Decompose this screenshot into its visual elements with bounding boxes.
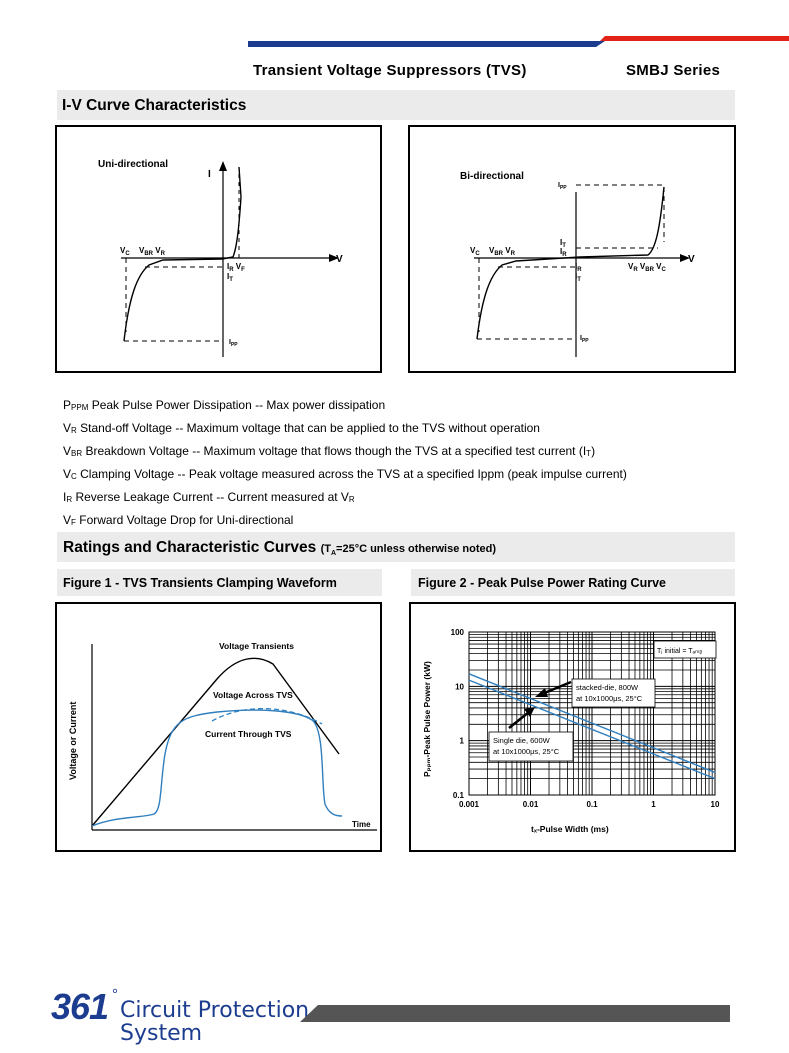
def-vr: $V_R$ Stand-off Voltage -- Maximum voltage that can be applied to the TVS without operation [63,421,540,435]
svg-text:VBR VR: $V_{BR}$ $V_R$ [489,246,515,257]
fig1-label-current: Current Through TVS [205,729,292,739]
def-pppm: $P_{PPM}$ Peak Pulse Power Dissipation -- Max power dissipation [63,398,386,412]
bi-iv-box [408,125,736,373]
series-name: SMBJ Series [626,62,721,79]
fig1-label-transients: Voltage Transients [219,641,294,651]
uni-iv-diagram [57,127,380,371]
svg-text:IR: $I_R$ [575,262,582,273]
svg-text:IT: $I_T$ [227,272,233,283]
bi-axis-v: V [688,254,695,265]
header-stripe [0,0,789,60]
ratings-section-title: Ratings and Characteristic Curves ($T_A=25^\circ C$ unless otherwise noted) [63,539,496,558]
fig2-annot-single-2: at 10x1000μs, 25°C [493,747,560,756]
fig1-box [55,602,382,852]
svg-text:IR VF: $I_R$ $V_F$ [227,262,245,273]
def-vc: $V_C$ Clamping Voltage -- Peak voltage measured across the TVS at a specified Ippm (peak impulse current) [63,467,627,481]
def-vf: $V_F$ Forward Voltage Drop for Uni-directional [63,513,294,527]
fig2-annot-stacked-1: stacked-die, 800W [576,683,639,692]
fig2-ylabel: Pₚₚₘ-Peak Pulse Power (kW) [422,661,432,777]
logo-number: 361 [51,986,109,1027]
y-tick-label: 10 [455,682,464,692]
fig1-title: Figure 1 - TVS Transients Clamping Waveform [63,576,337,590]
doc-title: Transient Voltage Suppressors (TVS) [253,62,527,79]
y-tick-label: 0.1 [452,791,464,800]
bi-label: Bi-directional [460,171,524,182]
y-tick-label: 100 [450,628,464,637]
x-tick-label: 10 [710,800,720,809]
svg-text:IT: $I_T$ [560,238,566,249]
fig1-ylabel: Voltage or Current [68,701,78,780]
svg-text:IT: $I_T$ [575,272,581,283]
x-tick-label: 1 [651,800,656,809]
fig1-xlabel: Time [352,820,371,829]
fig2-chart [411,604,734,850]
fig2-xlabel: tₓ-Pulse Width (ms) [531,824,609,834]
svg-text:VBR VR: $V_{BR}$ $V_R$ [139,246,165,257]
uni-label: Uni-directional [98,159,169,170]
uni-iv-box [55,125,382,373]
def-ir: $I_R$ Reverse Leakage Current -- Current measured at $V_R$ [63,490,355,504]
fig2-annot-stacked-2: at 10x1000μs, 25°C [576,694,643,703]
svg-text:IPP: $I_{PP}$ [558,182,567,191]
fig2-title: Figure 2 - Peak Pulse Power Rating Curve [418,576,666,590]
footer-stripe [300,1005,789,1025]
bi-iv-diagram [410,127,734,371]
iv-section-title: I-V Curve Characteristics [62,97,247,114]
x-tick-label: 0.01 [522,800,539,809]
definitions-list [63,395,627,533]
fig2-legend: Tⱼ initial = Tₐₘᵦ [657,648,703,655]
logo-degree: ° [112,986,118,1003]
fig2-box [409,602,736,852]
fig2-annot-single-1: Single die, 600W [493,736,550,745]
svg-text:VC: $V_C$ [470,246,480,257]
def-vbr: $V_{BR}$ Breakdown Voltage -- Maximum voltage that flows though the TVS at a specified test current $(I_T)$ [63,444,596,458]
x-tick-label: 0.1 [586,800,598,809]
fig1-waveform [57,604,380,850]
svg-text:IR: $I_R$ [560,247,567,258]
uni-axis-i: I [208,169,211,180]
fig1-label-across: Voltage Across TVS [213,690,293,700]
uni-axis-v: V [336,254,343,265]
x-tick-label: 0.001 [458,800,480,809]
logo-line1: Circuit Protection [120,998,310,1023]
svg-text:IPP: $I_{PP}$ [580,335,589,344]
svg-text:VC: $V_C$ [120,246,130,257]
svg-text:VR VBR VC: $V_R$ $V_{BR}$ $V_C$ [628,262,666,273]
y-tick-label: 1 [459,736,464,746]
logo-line2: System [120,1021,203,1046]
svg-text:IPP: $I_{PP}$ [229,339,238,348]
